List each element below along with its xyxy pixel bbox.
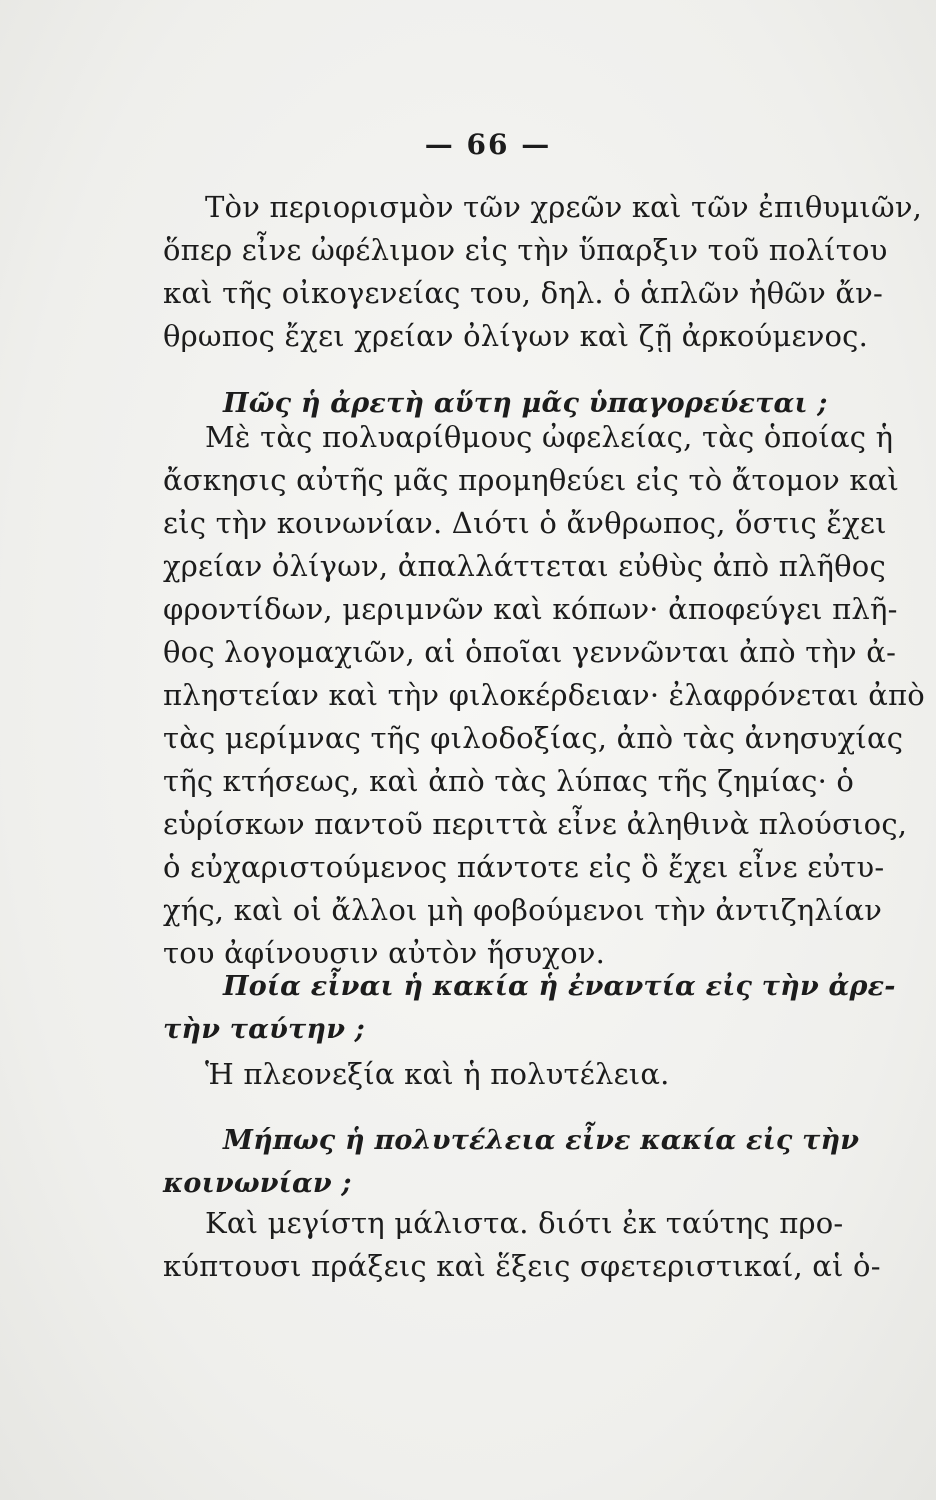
text-line: καὶ τῆς οἰκογενείας του, δηλ. ὁ ἁπλῶν ἠθῶν ἄν- (163, 276, 883, 310)
text-line: τῆς κτήσεως, καὶ ἀπὸ τὰς λύπας τῆς ζημίας· ὁ (163, 764, 855, 798)
question-line: κοινωνίαν ; (163, 1168, 352, 1199)
text-line: χρείαν ὀλίγων, ἀπαλλάττεται εὐθὺς ἀπὸ πλῆθος (163, 549, 886, 583)
question-line: Ποία εἶναι ἡ κακία ἡ ἐναντία εἰς τὴν ἀρε- (223, 971, 896, 1002)
text-line: Τὸν περιορισμὸν τῶν χρεῶν καὶ τῶν ἐπιθυμιῶν, (205, 190, 923, 224)
text-line: χής, καὶ οἱ ἄλλοι μὴ φοβούμενοι τὴν ἀντιζηλίαν (163, 893, 883, 927)
paragraph-intro (163, 186, 923, 358)
paragraph-answer (163, 1202, 881, 1288)
paragraph-answer (163, 1053, 831, 1096)
text-line: Καὶ μεγίστη μάλιστα. διότι ἐκ ταύτης προ- (205, 1206, 844, 1240)
text-line: Ἡ πλεονεξία καὶ ἡ πολυτέλεια. (205, 1057, 670, 1091)
text-line: θρωπος ἔχει χρείαν ὀλίγων καὶ ζῇ ἀρκούμενος. (163, 319, 869, 353)
text-line: ἄσκησις αὐτῆς μᾶς προμηθεύει εἰς τὸ ἄτομον καὶ (163, 463, 900, 497)
question-line: Μήπως ἡ πολυτέλεια εἶνε κακία εἰς τὴν (223, 1125, 860, 1156)
question-heading (163, 965, 896, 1051)
page-number: — 66 — (424, 128, 552, 161)
question-line: Πῶς ἡ ἀρετὴ αὕτη μᾶς ὑπαγορεύεται ; (223, 388, 828, 419)
question-line: τὴν ταύτην ; (163, 1014, 365, 1045)
text-line: εὑρίσκων παντοῦ περιττὰ εἶνε ἀληθινὰ πλούσιος, (163, 807, 908, 841)
text-line: ὁ εὐχαριστούμενος πάντοτε εἰς ὃ ἔχει εἶνε εὐτυ- (163, 850, 885, 884)
text-line: εἰς τὴν κοινωνίαν. Διότι ὁ ἄνθρωπος, ὅστις ἔχει (163, 506, 887, 540)
question-heading (163, 1119, 860, 1205)
text-line: πληστείαν καὶ τὴν φιλοκέρδειαν· ἐλαφρόνεται ἀπὸ (163, 678, 925, 712)
text-line: θος λογομαχιῶν, αἱ ὁποῖαι γεννῶνται ἀπὸ τὴν ἀ- (163, 635, 897, 669)
text-line: του ἀφίνουσιν αὐτὸν ἥσυχον. (163, 936, 605, 970)
text-line: φροντίδων, μεριμνῶν καὶ κόπων· ἀποφεύγει πλῆ- (163, 592, 898, 626)
paragraph-answer (163, 416, 925, 975)
text-line: κύπτουσι πράξεις καὶ ἕξεις σφετεριστικαί, αἱ ὁ- (163, 1249, 881, 1283)
text-line: ὅπερ εἶνε ὠφέλιμον εἰς τὴν ὕπαρξιν τοῦ πολίτου (163, 233, 888, 267)
text-line: Μὲ τὰς πολυαρίθμους ὠφελείας, τὰς ὁποίας ἡ (205, 420, 894, 454)
text-line: τὰς μερίμνας τῆς φιλοδοξίας, ἀπὸ τὰς ἀνησυχίας (163, 721, 904, 755)
